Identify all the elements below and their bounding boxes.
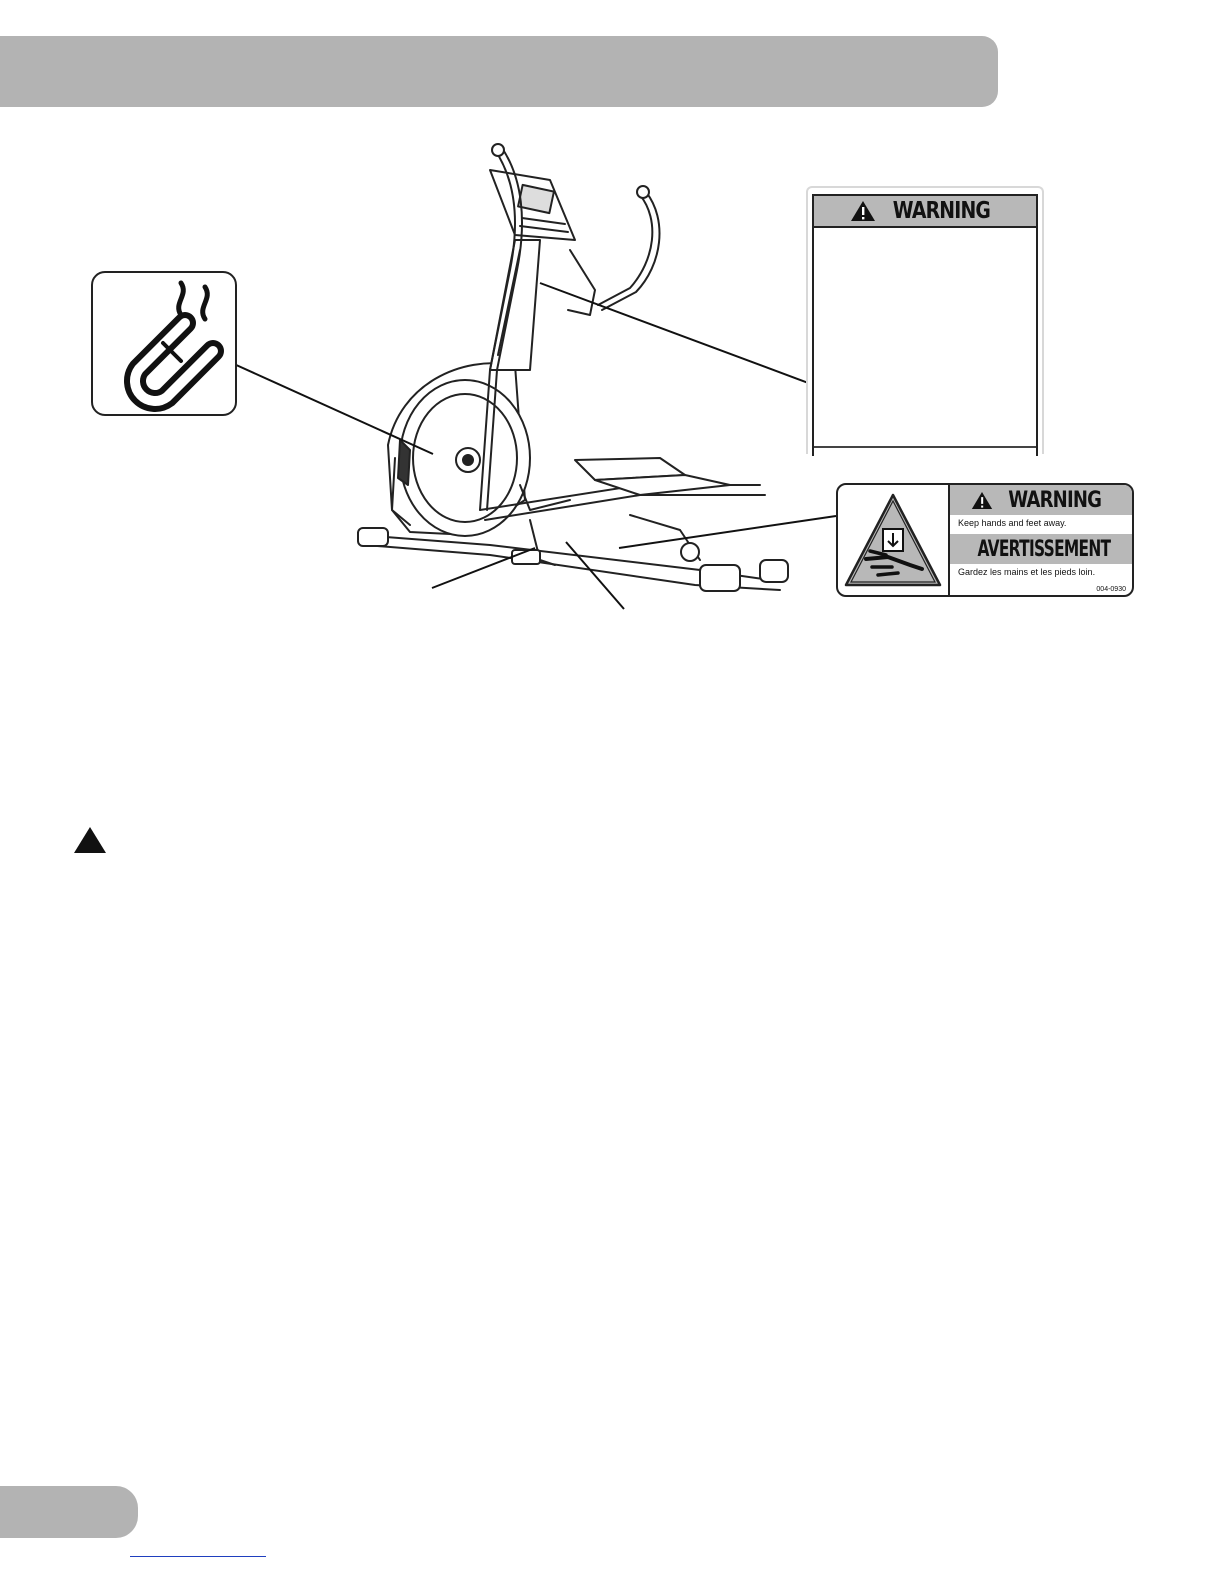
warning-label [806,186,1044,454]
warning-triangle-icon [971,491,993,510]
pinch-warning-header [950,485,1132,515]
label-part-code: 004-0930 [1096,586,1126,593]
pinch-avertissement-header [950,534,1132,564]
pinch-warning-text: Keep hands and feet away. [958,518,1067,528]
magnet-label [91,271,237,416]
warning-triangle-icon [73,826,107,854]
pinch-hazard-icon [838,485,948,595]
pinch-avertissement-text: Gardez les mains et les pieds loin. [958,567,1096,577]
magnet-icon [93,273,235,414]
warning-label-title: WARNING [892,198,990,224]
warning-label-rule [814,446,1036,448]
pinch-warning-title: WARNING [1008,487,1101,513]
warning-triangle-icon [850,200,876,222]
pinch-hazard-label [836,483,1134,597]
footer-link[interactable] [130,1556,266,1557]
page-number-tab [0,1486,138,1538]
warning-label-header [814,196,1036,228]
pinch-avertissement-title: AVERTISSEMENT [977,536,1110,562]
